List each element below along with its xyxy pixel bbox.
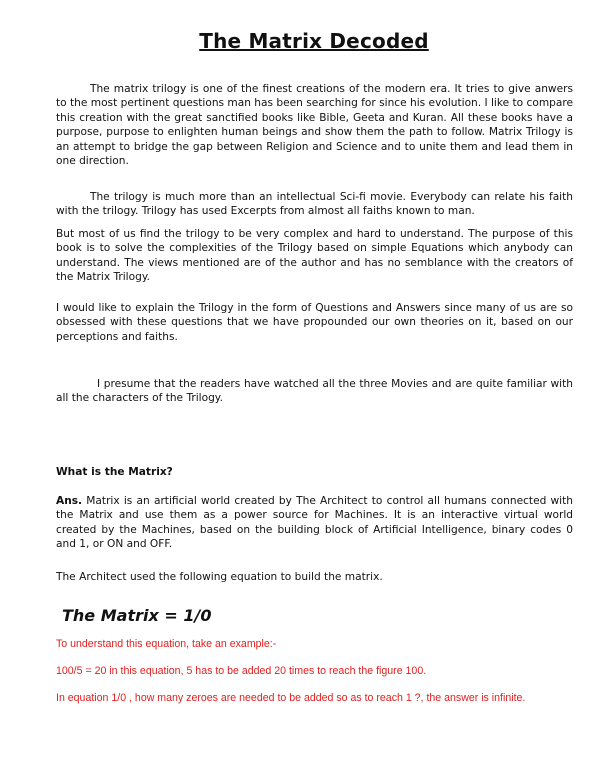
presume-paragraph: I presume that the readers have watched all the three Movies and are quite familiar with all the characters of the Trilogy. bbox=[56, 378, 573, 405]
document-title: The Matrix Decoded bbox=[199, 29, 429, 53]
trilogy-paragraph: The trilogy is much more than an intellectual Sci-fi movie. Everybody can relate his faith with the trilogy. Trilogy has used Excerpts from almost all faiths known to man. bbox=[56, 191, 573, 218]
example-line-1: 100/5 = 20 in this equation, 5 has to be added 20 times to reach the figure 100. bbox=[56, 665, 427, 677]
intro-paragraph: The matrix trilogy is one of the finest creations of the modern era. It tries to give anwers to the most pertinent questions man has been searching for since his evolution. I like to compare this creation with the great sanctified books like Bible, Geeta and Kuran. All these books have a purpose, purpose to enlighten human beings and show them the path to follow. Matrix Trilogy is an attempt to bridge the gap between Religion and Science and to unite them and lead them in one direction. bbox=[56, 83, 574, 168]
example-line-2: In equation 1/0 , how many zeroes are needed to be added so as to reach 1 ?, the answer is infinite. bbox=[56, 692, 526, 704]
matrix-equation: The Matrix = 1/0 bbox=[62, 606, 212, 625]
question-heading: What is the Matrix? bbox=[56, 466, 173, 478]
example-intro: To understand this equation, take an example:- bbox=[56, 638, 277, 650]
qa-paragraph: I would like to explain the Trilogy in the form of Questions and Answers since many of us are so obsessed with these questions that we have propounded our own theories on it, based on our perceptions and faiths. bbox=[56, 302, 573, 343]
purpose-paragraph: But most of us find the trilogy to be very complex and hard to understand. The purpose of this book is to solve the complexities of the Trilogy based on simple Equations which anybody can understand. The views mentioned are of the author and has no semblance with the creators of the Matrix Trilogy. bbox=[56, 228, 573, 284]
architect-line: The Architect used the following equation to build the matrix. bbox=[56, 571, 383, 583]
answer-text: Matrix is an artificial world created by The Architect to control all humans connected with the Matrix and use them as a power source for Machines. It is an interactive virtual world created by the Machines, based on the building block of Artificial Intelligence, binary codes 0 and 1, or ON and OFF. bbox=[56, 495, 573, 551]
answer-label: Ans. bbox=[56, 495, 83, 507]
answer-paragraph bbox=[56, 494, 573, 552]
